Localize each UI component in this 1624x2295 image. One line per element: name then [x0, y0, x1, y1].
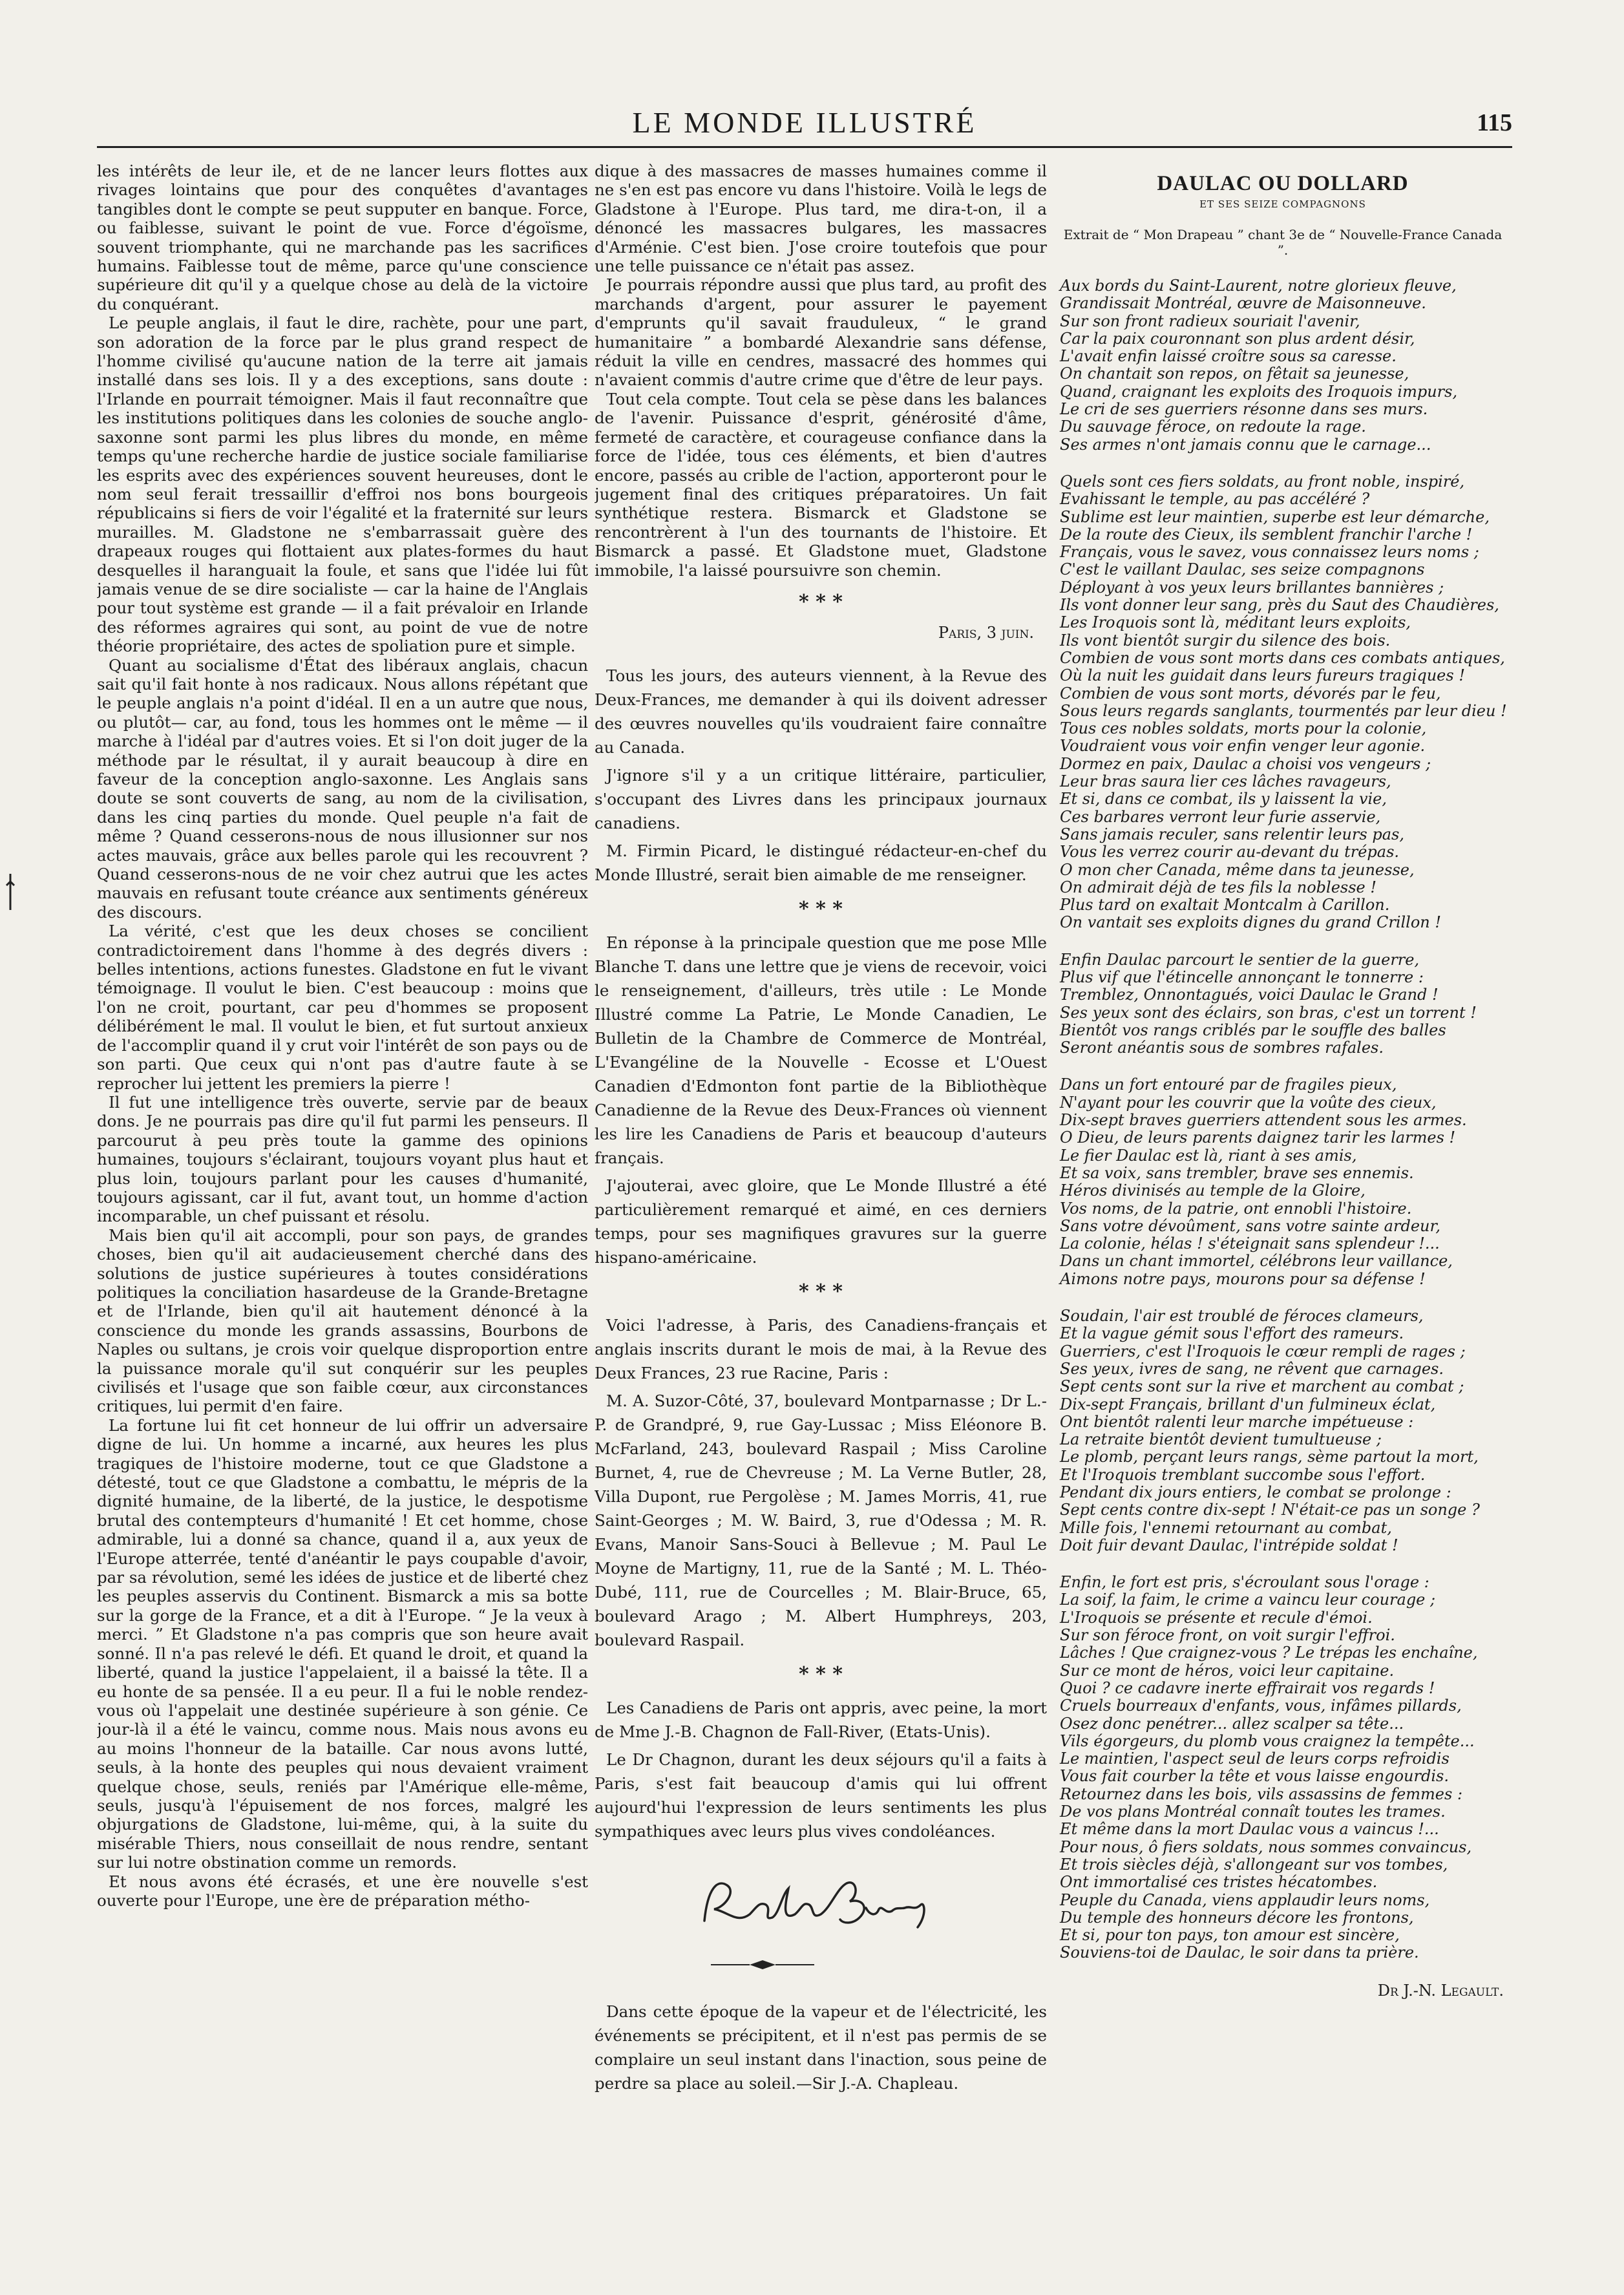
poem-line: De vos plans Montréal connaît toutes les trames.	[1060, 1803, 1446, 1821]
poem-line: Quoi ? ce cadavre inerte effrairait vos regards !	[1060, 1678, 1435, 1697]
poem-line: Vils égorgeurs, du plomb vous craignez la tempête...	[1060, 1731, 1475, 1750]
poem-line: Sous leurs regards sanglants, tourmentés par leur dieu !	[1060, 701, 1507, 720]
poem-line: Sans votre dévoûment, sans votre sainte ardeur,	[1060, 1216, 1440, 1235]
ornament-divider	[711, 1958, 1047, 1974]
poem-line: Ces barbares verront leur furie asservie,	[1060, 807, 1381, 826]
news-paragraph: Tous les jours, des auteurs viennent, à la Revue des Deux-Frances, me demander à qui ils doivent adresser des œuvres nouvelles qu'ils voudraient faire connaître au Canada.	[595, 666, 1047, 757]
poem-line: Voudraient vous voir enfin venger leur agonie.	[1060, 737, 1426, 756]
poem-line: Sur son front radieux souriait l'avenir,	[1060, 312, 1360, 330]
poem-line: Enfin Daulac parcourt le sentier de la guerre,	[1060, 950, 1420, 969]
poem-line: Seront anéantis sous de sombres rafales.	[1060, 1039, 1384, 1057]
poem-line: Et l'Iroquois tremblant succombe sous l'effort.	[1060, 1465, 1426, 1484]
news-paragraph: Les Canadiens de Paris ont appris, avec peine, la mort de Mme J.-B. Chagnon de Fall-River, (Etats-Unis).	[595, 1698, 1047, 1741]
poem-line: Cruels bourreaux d'enfants, vous, infâmes pillards,	[1060, 1697, 1462, 1715]
poem-line: L'Iroquois se présente et recule d'émoi.	[1060, 1608, 1373, 1627]
news-paragraph: Voici l'adresse, à Paris, des Canadiens-français et anglais inscrits durant le mois de mai, à la Revue des Deux Frances, 23 rue Racine, Paris :	[595, 1315, 1047, 1382]
page-number: 115	[1477, 109, 1512, 136]
poem-stanza	[1060, 277, 1515, 454]
poem-line: Sublime est leur maintien, superbe est leur démarche,	[1060, 507, 1490, 526]
poem-line: Souviens-toi de Daulac, le soir dans ta prière.	[1060, 1943, 1419, 1962]
article-paragraph: Le peuple anglais, il faut le dire, rachète, pour une part, son adoration de la force par le plus grand respect de l'homme civilisé qu'aucune nation de la terre ait jamais installé dans ses lois. Il y a des exceptions, sans doute : l'Irlande en pourrait témoigner. Mais il faut reconnaître que les institutions politiques dans les colonies de souche anglo-saxonne sont parmi les plus libres du monde, en même temps qu'une recherche hardie de justice sociale familiarise les esprits avec des expériences souvent heureuses, dont le nom seul ferait tressaillir d'effroi nos bons bourgeois républicains si fiers de voir l'égalité et la fraternité sur leurs murailles. M. Gladstone ne s'embarrassait guère des drapeaux rouges qui flottaient aux plates-formes du haut desquelles il haranguait la foule, et sans que l'idée lui fût jamais venue de se dire socialiste — car la haine de l'Anglais pour tout système est grande — il a fait prévaloir en Irlande des réformes agraires qui sont, au point de vue de notre théorie propriétaire, des actes de spoliation pure et simple.	[97, 313, 588, 656]
poem-line: Héros divinisés au temple de la Gloire,	[1060, 1181, 1366, 1200]
poem-line: L'avait enfin laissé croître sous sa caresse.	[1060, 347, 1397, 366]
article-paragraph: Quant au socialisme d'État des libéraux anglais, chacun sait qu'il fait honte à nos radicaux. Nous allons répétant que le peuple anglais n'a point d'idéal. Il en a un autre que nous, ou plutôt— car, au fond, tous les hommes ont le même — il marche à l'idéal par d'autres voies. Et si l'on doit juger de la méthode par le résultat, il y aurait beaucoup à dire en faveur de la conception anglo-saxonne. Les Anglais sans doute se sont couverts de sang, au nom de la civilisation, dans les cinq parties du monde. Quel peuple n'a fait de même ? Quand cesserons-nous de nous illusionner sur nos actes mauvais, grâce aux belles parole qui les recouvrent ? Quand cesserons-nous de ne voir chez autrui que les actes mauvais en refusant toute créance aux sentiments généreux des discours.	[97, 655, 588, 922]
poem-line: Dormez en paix, Daulac a choisi vos vengeurs ;	[1060, 754, 1431, 773]
article-paragraph: La vérité, c'est que les deux choses se concilient contradictoirement dans l'homme à des degrés divers : belles intentions, actions funestes. Gladstone en fut le vivant témoignage. Il voulut le bien. C'est beaucoup : moins que l'on ne croit, pourtant, car peu d'hommes se proposent délibérément le mal. Il voulut le bien, et fut surtout anxieux de l'accomplir quand il y crut voir l'intérêt de son pays ou de son parti. Que ceux qui n'ont pas d'autre faute à se reprocher lui jettent les premiers la pierre !	[97, 922, 588, 1093]
section-separator: * * *	[799, 1662, 843, 1686]
poem-line: Leur bras saura lier ces lâches ravageurs,	[1060, 772, 1391, 791]
poem-line: Et sa voix, sans trembler, brave ses ennemis.	[1060, 1163, 1414, 1182]
signature-icon	[691, 1869, 937, 1940]
poem-line: La colonie, hélas ! s'éteignait sans splendeur !...	[1060, 1234, 1440, 1253]
article-paragraph: Mais bien qu'il ait accompli, pour son pays, de grandes choses, bien qu'il ait audacieusement cherché dans des solutions de justice supérieures à toutes considérations politiques la conciliation hasardeuse de la Grande-Bretagne et de l'Irlande, bien qu'il ait hautement dénoncé à la conscience du monde les grands assassins, Bourbons de Naples ou sultans, je crois voir quelque disproportion entre la puissance morale qu'il sut conquérir sur les peuples civilisés et l'usage que son faible cœur, aux circonstances critiques, lui permit d'en faire.	[97, 1225, 588, 1416]
poem-line: Peuple du Canada, viens applaudir leurs noms,	[1060, 1890, 1430, 1909]
poem-line: Bientôt vos rangs criblés par le souffle des balles	[1060, 1021, 1446, 1039]
poem-line: Combien de vous sont morts dans ces combats antiques,	[1060, 648, 1505, 667]
poem-line: Le cri de ses guerriers résonne dans ses murs.	[1060, 400, 1428, 419]
poem-line: Dix-sept Français, brillant d'un fulmineux éclat,	[1060, 1395, 1436, 1413]
article-paragraph: La fortune lui fit cet honneur de lui offrir un adversaire digne de lui. Un homme a incarné, aux heures les plus tragiques de l'histoire moderne, tout ce que Gladstone a détesté, tout ce que Gladstone a combattu, le mépris de la dignité humaine, de la liberté, de la justice, le despotisme brutal des contempteurs d'humanité ! Et cet homme, chose admirable, lui a donné sa chance, quand il a, aux yeux de l'Europe atterrée, tenté d'anéantir le pays coupable d'avoir, par sa révolution, semé les idées de justice et de liberté chez les peuples asservis du Continent. Bismarck a mis sa botte sur la gorge de la France, et a dit à l'Europe. “ Je la veux à merci. ” Et Gladstone n'a pas compris que son heure avait sonné. Il n'a pas relevé le défi. Et quand le droit, et quand la liberté, quand la justice l'appelaient, il a baissé la tête. Il a eu honte de sa pensée. Il a eu peur. Il a fui le noble rendez-vous où l'appelait une destinée supérieure à son génie. Ce jour-là il a été le vaincu, comme nous. Mais nous avons eu au moins l'honneur de la bataille. Car nous avons lutté, seuls, à la honte des peuples qui nous devaient vraiment quelque chose, seuls, reniés par l'Amérique elle-même, seuls, jusqu'à l'épuisement de nos forces, malgré les objurgations de Gladstone, lui-même, qui, à la suite du misérable Thiers, nous conseillait de nous rendre, sentant sur lui notre obstination comme un remords.	[97, 1415, 588, 1872]
page-header	[97, 103, 1512, 143]
section-separator: * * *	[799, 1280, 843, 1303]
news-paragraph: Le Dr Chagnon, durant les deux séjours qu'il a faits à Paris, s'est fait beaucoup d'amis qui lui offrent aujourd'hui l'expression de leurs sentiments les plus sympathiques avec leurs plus vives condoléances.	[595, 1750, 1047, 1841]
poem-stanza	[1060, 1307, 1515, 1554]
news-paragraph: J'ajouterai, avec gloire, que Le Monde Illustré a été particulièrement remarqué et aimé, en ces derniers temps, pour ses magnifiques gravures sur la guerre hispano-américaine.	[595, 1176, 1047, 1267]
column-3-poem	[1050, 162, 1515, 2243]
section-separator: * * *	[799, 897, 843, 920]
poem-line: Car la paix couronnant son plus ardent désir,	[1060, 329, 1415, 348]
article-paragraph: Je pourrais répondre aussi que plus tard, au profit des marchands d'argent, pour assurer le payement d'emprunts qu'il savait frauduleux, “ le grand humanitaire ” a bombardé Alexandrie sans défense, réduit la ville en cendres, massacré des hommes qui n'avaient commis d'autre crime que d'être de leur pays.	[595, 275, 1047, 390]
poem-line: N'ayant pour les couvrir que la voûte des cieux,	[1060, 1093, 1437, 1112]
article-paragraph: Et nous avons été écrasés, et une ère nouvelle s'est ouverte pour l'Europe, une ère de préparation métho-	[97, 1872, 588, 1910]
poem-line: Où la nuit les guidait dans leurs fureurs tragiques !	[1060, 666, 1465, 685]
poem-line: Sept cents contre dix-sept ! N'était-ce pas un songe ?	[1060, 1501, 1480, 1519]
poem-line: Mille fois, l'ennemi retournant au combat,	[1060, 1518, 1392, 1537]
poem-line: Du temple des honneurs décore les frontons,	[1060, 1908, 1414, 1927]
poem-line: Le plomb, perçant leurs rangs, sème partout la mort,	[1060, 1448, 1479, 1466]
poem-author: Dr J.-N. Legault.	[1377, 1981, 1504, 2000]
poem-line: Grandissait Montréal, œuvre de Maisonneuve.	[1060, 294, 1426, 313]
poem-line: Et même dans la mort Daulac vous a vaincus !...	[1060, 1820, 1439, 1839]
poem-line: C'est le vaillant Daulac, ses seize compagnons	[1060, 560, 1425, 579]
poem-subtitle: ET SES SEIZE COMPAGNONS	[1199, 198, 1366, 210]
poem-line: Vous fait courber la tête et vous laisse engourdis.	[1060, 1767, 1449, 1786]
poem-line: Ont bientôt ralenti leur marche impétueuse :	[1060, 1412, 1414, 1431]
poem-line: Retournez dans les bois, vils assassins de femmes :	[1060, 1784, 1463, 1803]
poem-extract-note: Extrait de “ Mon Drapeau ” chant 3e de “ Nouvelle-France Canada ”.	[1063, 227, 1503, 258]
poem-line: Sans jamais reculer, sans relentir leurs pas,	[1060, 825, 1404, 843]
poem-line: Sur son féroce front, on voit surgir l'effroi.	[1060, 1626, 1395, 1645]
poem-line: Evahissant le temple, au pas accéléré ?	[1060, 490, 1370, 509]
poem-line: Pendant dix jours entiers, le combat se prolonge :	[1060, 1483, 1451, 1501]
poem-line: Vos noms, de la patrie, ont ennobli l'histoire.	[1060, 1199, 1412, 1218]
poem-line: Sept cents sont sur la rive et marchent au combat ;	[1060, 1377, 1464, 1396]
poem-body	[1050, 277, 1515, 1962]
poem-line: O Dieu, de leurs parents daignez tarir les larmes !	[1060, 1128, 1456, 1147]
poem-stanza	[1060, 473, 1515, 932]
poem-line: Et si, dans ce combat, ils y laissent la vie,	[1060, 790, 1387, 809]
poem-line: On admirait déjà de tes fils la noblesse !	[1060, 878, 1377, 896]
dateline: Paris, 3 juin.	[938, 623, 1034, 642]
poem-line: Quand, craignant les exploits des Iroquois impurs,	[1060, 382, 1458, 401]
poem-stanza	[1060, 1574, 1515, 1962]
poem-line: Guerriers, c'est l'Iroquois le cœur rempli de rages ;	[1060, 1342, 1466, 1360]
article-paragraph: Tout cela compte. Tout cela se pèse dans les balances de l'avenir. Puissance d'esprit, générosité d'âme, fermeté de caractère, et courageuse confiance dans la force de l'idée, tous ces éléments, et bien d'autres encore, passés au crible de l'action, apporteront pour le jugement final des critiques préparatoires. Un fait synthétique restera. Bismarck et Gladstone se rencontrèrent à l'un des tournants de l'histoire. Et Bismarck a passé. Et Gladstone muet, Gladstone immobile, l'a laissé poursuivre son chemin.	[595, 389, 1047, 580]
poem-stanza	[1060, 951, 1515, 1057]
poem-line: Le fier Daulac est là, riant à ses amis,	[1060, 1146, 1357, 1165]
poem-line: Sur ce mont de héros, voici leur capitaine.	[1060, 1661, 1395, 1680]
poem-line: O mon cher Canada, même dans ta jeunesse,	[1060, 860, 1415, 879]
poem-line: Aux bords du Saint-Laurent, notre glorieux fleuve,	[1060, 277, 1457, 295]
poem-line: La soif, la faim, le crime a vaincu leur courage ;	[1060, 1591, 1436, 1609]
poem-title: DAULAC OU DOLLARD	[1157, 172, 1409, 195]
poem-line: Vous les verrez courir au-devant du trépas.	[1060, 843, 1400, 862]
article-paragraph: les intérêts de leur ile, et de ne lancer leurs flottes aux rivages lointains que pour des conquêtes d'avantages tangibles dont le compte se peut supputer en banque. Force, ou faiblesse, suivant le point de vue. Force d'égoïsme, souvent triomphante, qui ne marchande pas les sacrifices humains. Faiblesse tout de même, parce qu'une conscience supérieure dit qu'il y a quelque chose au delà de la victoire du conquérant.	[97, 162, 588, 313]
poem-line: Et la vague gémit sous l'effort des rameurs.	[1060, 1324, 1404, 1343]
poem-line: Le maintien, l'aspect seul de leurs corps refroidis	[1060, 1750, 1450, 1768]
poem-line: Aimons notre pays, mourons pour sa défense !	[1060, 1269, 1426, 1288]
poem-line: Ils vont bientôt surgir du silence des bois.	[1060, 631, 1391, 650]
column-1-article	[97, 162, 588, 2243]
poem-line: Dans un chant immortel, célébrons leur vaillance,	[1060, 1252, 1453, 1271]
poem-line: Ont immortalisé ces tristes hécatombes.	[1060, 1873, 1378, 1892]
section-separator: * * *	[799, 590, 843, 613]
poem-line: Tous ces nobles soldats, morts pour la colonie,	[1060, 719, 1427, 738]
poem-line: Plus tard on exaltait Montcalm à Carillon.	[1060, 896, 1390, 915]
poem-line: Dans un fort entouré par de fragiles pieux,	[1060, 1075, 1397, 1094]
poem-line: Ses yeux sont des éclairs, son bras, c'est un torrent !	[1060, 1003, 1477, 1022]
poem-line: On vantait ses exploits dignes du grand Crillon !	[1060, 913, 1442, 932]
poem-stanza	[1060, 1076, 1515, 1288]
news-paragraph: M. Firmin Picard, le distingué rédacteur-en-chef du Monde Illustré, serait bien aimable de me renseigner.	[595, 841, 1047, 884]
news-paragraph: En réponse à la principale question que me pose Mlle Blanche T. dans une lettre que je viens de recevoir, voici le renseignement, d'ailleurs, très utile : Le Monde Illustré comme La Patrie, Le Monde Canadien, Le Bulletin de la Chambre de Commerce de Montréal, L'Evangéline de la Nouvelle - Ecosse et L'Ouest Canadien d'Edmonton font partie de la Bibliothèque Canadienne de la Revue des Deux-Frances où viennent les lire les Canadiens de Paris et beaucoup d'auteurs français.	[595, 933, 1047, 1167]
poem-line: Enfin, le fort est pris, s'écroulant sous l'orage :	[1060, 1573, 1429, 1592]
poem-line: Ses yeux, ivres de sang, ne rêvent que carnages.	[1060, 1359, 1444, 1378]
handwritten-signature	[691, 1869, 1047, 1943]
poem-line: Déployant à vos yeux leurs brillantes bannières ;	[1060, 578, 1444, 597]
article-paragraph: dique à des massacres de masses humaines comme il ne s'en est pas encore vu dans l'histoire. Voilà le legs de Gladstone à l'Europe. Plus tard, me dira-t-on, il a dénoncé les massacres bulgares, les massacres d'Arménie. C'est bien. J'ose croire toutefois que pour une telle puissance ce n'était pas assez.	[595, 162, 1047, 276]
closing-quote: Dans cette époque de la vapeur et de l'électricité, les événements se précipitent, et il n'est pas permis de se complaire un seul instant dans l'inaction, sous peine de perdre sa place au soleil.—Sir J.-A. Chapleau.	[595, 2002, 1047, 2093]
poem-line: La retraite bientôt devient tumultueuse ;	[1060, 1430, 1382, 1449]
poem-line: Pour nous, ô fiers soldats, nous sommes convaincus,	[1060, 1837, 1472, 1856]
poem-line: Ses armes n'ont jamais connu que le carnage...	[1060, 435, 1431, 454]
news-paragraph: M. A. Suzor-Côté, 37, boulevard Montparnasse ; Dr L.-P. de Grandpré, 9, rue Gay-Lussac ; Miss Eléonore B. McFarland, 243, boulevard Raspail ; Miss Caroline Burnet, 4, rue de Chevreuse ; M. La Verne Butler, 28, Villa Dupont, rue Pergolèse ; M. James Morris, 41, rue Saint-Georges ; M. W. Baird, 3, rue d'Odessa ; M. R. Evans, Manoir Sans-Souci à Bellevue ; M. Paul Le Moyne de Martigny, 11, rue de la Santé ; M. L. Théo-Dubé, 111, rue de Courcelles ; M. Blair-Bruce, 65, boulevard Arago ; M. Albert Humphreys, 203, boulevard Raspail.	[595, 1391, 1047, 1649]
poem-line: Et si, pour ton pays, ton amour est sincère,	[1060, 1926, 1400, 1945]
poem-line: Dix-sept braves guerriers attendent sous les armes.	[1060, 1111, 1467, 1130]
poem-line: On chantait son repos, on fêtait sa jeunesse,	[1060, 365, 1409, 383]
poem-line: Et trois siècles déjà, s'allongeant sur vos tombes,	[1060, 1855, 1448, 1874]
poem-line: Doit fuir devant Daulac, l'intrépide soldat !	[1060, 1536, 1398, 1554]
ornament-icon	[711, 1958, 814, 1971]
poem-line: Combien de vous sont morts, dévorés par le feu,	[1060, 684, 1441, 703]
poem-line: Ils vont donner leur sang, près du Saut des Chaudières,	[1060, 596, 1499, 615]
poem-line: Quels sont ces fiers soldats, au front noble, inspiré,	[1060, 472, 1465, 491]
poem-line: Osez donc penétrer... allez scalper sa tête...	[1060, 1714, 1404, 1733]
article-paragraph: Il fut une intelligence très ouverte, servie par de beaux dons. Je ne pourrais pas dire qu'il fut parmi les penseurs. Il parcourut à peu près toute la gamme des opinions humaines, toujours s'éclairant, toujours voyant plus haut et plus loin, toujours parlant pour les causes d'humanité, toujours agissant, car il fut, avant tout, un homme d'action incomparable, un chef puissant et résolu.	[97, 1092, 588, 1226]
poem-line: Les Iroquois sont là, méditant leurs exploits,	[1060, 613, 1411, 632]
poem-line: Soudain, l'air est troublé de féroces clameurs,	[1060, 1307, 1424, 1326]
poem-line: De la route des Cieux, ils semblent franchir l'arche !	[1060, 525, 1473, 544]
poem-line: Du sauvage féroce, on redoute la rage.	[1060, 418, 1366, 436]
poem-line: Français, vous le savez, vous connaissez leurs noms ;	[1060, 543, 1479, 562]
column-2-article	[595, 162, 1047, 2243]
poem-line: Lâches ! Que craignez-vous ? Le trépas les enchaîne,	[1060, 1644, 1478, 1662]
masthead: LE MONDE ILLUSTRÉ	[632, 106, 977, 139]
poem-line: Plus vif que l'étincelle annonçant le tonnerre :	[1060, 968, 1424, 986]
news-paragraph: J'ignore s'il y a un critique littéraire, particulier, s'occupant des Livres dans les principaux journaux canadiens.	[595, 765, 1047, 832]
poem-line: Tremblez, Onnontagués, voici Daulac le Grand !	[1060, 986, 1439, 1004]
margin-mark-icon	[4, 873, 17, 911]
header-rule	[97, 146, 1512, 148]
